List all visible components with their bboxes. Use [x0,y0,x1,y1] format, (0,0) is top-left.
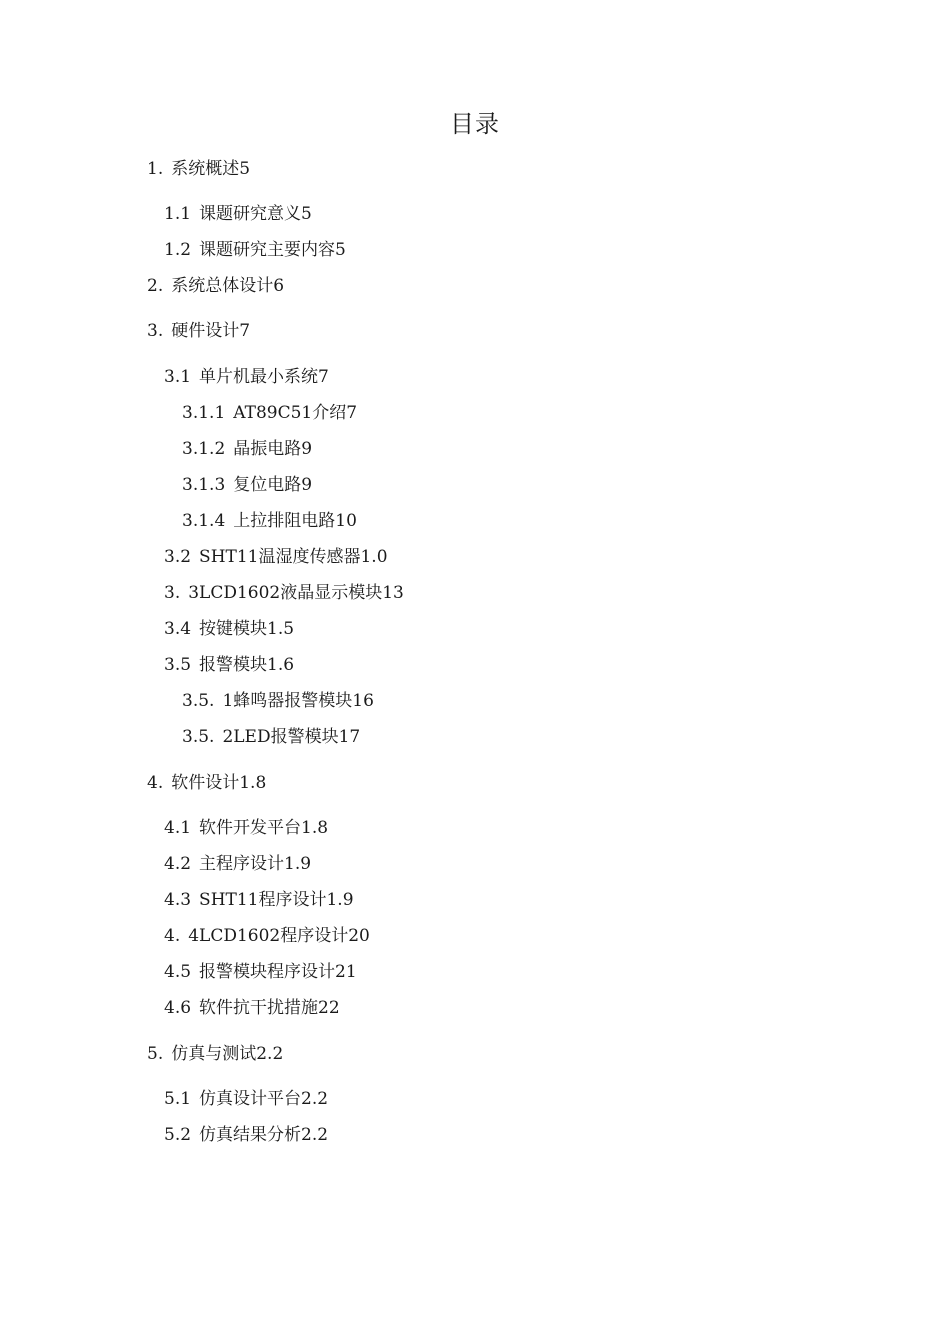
toc-entry-number: 4. [164,926,181,946]
toc-entry-number: 5.1 [164,1089,192,1109]
toc-entry[interactable] [164,239,346,261]
toc-entry[interactable] [147,1043,283,1065]
toc-entry[interactable] [164,889,354,911]
toc-entry-text: SHT11温湿度传感器1.0 [199,547,388,567]
toc-entry-text: 4LCD1602程序设计20 [188,926,370,946]
toc-entry[interactable] [147,320,250,342]
toc-entry-number: 1. [147,159,164,179]
toc-entry[interactable] [182,726,360,748]
toc-title: 目录 [450,110,500,138]
toc-entry-text: 系统总体设计6 [171,276,285,296]
toc-entry[interactable] [164,546,388,568]
toc-entry-number: 4. [147,773,164,793]
toc-entry-number: 3.4 [164,619,192,639]
toc-entry-text: AT89C51介绍7 [233,403,358,423]
toc-entry-number: 3.1.3 [182,475,226,495]
toc-entry-text: 单片机最小系统7 [199,367,329,387]
toc-entry[interactable] [164,853,311,875]
toc-entry-text: 1蜂鸣器报警模块16 [222,691,374,711]
toc-entry-text: 复位电路9 [233,475,313,495]
toc-entry[interactable] [182,690,374,712]
toc-entry[interactable] [164,997,340,1019]
toc-entry[interactable] [182,438,312,460]
toc-entry-text: 按键模块1.5 [199,619,295,639]
toc-entry[interactable] [182,510,357,532]
toc-entry-number: 1.1 [164,204,192,224]
toc-entry-text: 3LCD1602液晶显示模块13 [188,583,404,603]
toc-entry-text: 2LED报警模块17 [222,727,361,747]
toc-entry-number: 5. [147,1044,164,1064]
toc-entry-number: 4.1 [164,818,192,838]
toc-entry-number: 4.6 [164,998,192,1018]
toc-entry-number: 3.5. [182,691,215,711]
toc-entry-number: 1.2 [164,240,192,260]
toc-entry[interactable] [164,961,357,983]
toc-entry[interactable] [182,402,357,424]
toc-entry[interactable] [164,1088,328,1110]
toc-entry-text: 系统概述5 [171,159,251,179]
toc-entry[interactable] [164,582,404,604]
toc-entry[interactable] [164,925,370,947]
toc-entry-text: 软件抗干扰措施22 [199,998,340,1018]
toc-entry-number: 3.1.4 [182,511,226,531]
toc-entry-number: 3.1.1 [182,403,226,423]
toc-entry-number: 3.1 [164,367,192,387]
toc-entry-number: 3.2 [164,547,192,567]
toc-entry-text: 仿真设计平台2.2 [199,1089,329,1109]
toc-entry-text: 报警模块1.6 [199,655,295,675]
toc-entry[interactable] [147,772,266,794]
toc-entry-number: 4.3 [164,890,192,910]
toc-entry-number: 3.1.2 [182,439,226,459]
toc-entry-text: 上拉排阻电路10 [233,511,357,531]
toc-entry-text: 报警模块程序设计21 [199,962,357,982]
toc-entry[interactable] [147,158,250,180]
toc-entry-number: 5.2 [164,1125,192,1145]
toc-entry-number: 3. [164,583,181,603]
toc-entry-text: 课题研究主要内容5 [199,240,346,260]
toc-entry-number: 3.5 [164,655,192,675]
toc-entry[interactable] [164,203,312,225]
toc-entry-text: 主程序设计1.9 [199,854,312,874]
toc-entry-number: 3. [147,321,164,341]
toc-entry[interactable] [164,654,294,676]
toc-entry[interactable] [164,366,329,388]
toc-entry-text: 软件设计1.8 [171,773,267,793]
toc-entry-number: 4.5 [164,962,192,982]
toc-entry-text: SHT11程序设计1.9 [199,890,354,910]
toc-entry-text: 仿真结果分析2.2 [199,1125,329,1145]
toc-entry-text: 软件开发平台1.8 [199,818,329,838]
toc-entry[interactable] [182,474,312,496]
toc-entry[interactable] [164,618,294,640]
toc-entry-text: 仿真与测试2.2 [171,1044,284,1064]
toc-entry-number: 2. [147,276,164,296]
toc-entry[interactable] [164,817,328,839]
toc-entry-text: 课题研究意义5 [199,204,312,224]
toc-entry-number: 4.2 [164,854,192,874]
toc-entry-text: 晶振电路9 [233,439,313,459]
toc-entry-text: 硬件设计7 [171,321,251,341]
toc-entry[interactable] [147,275,284,297]
toc-entry-number: 3.5. [182,727,215,747]
toc-entry[interactable] [164,1124,328,1146]
